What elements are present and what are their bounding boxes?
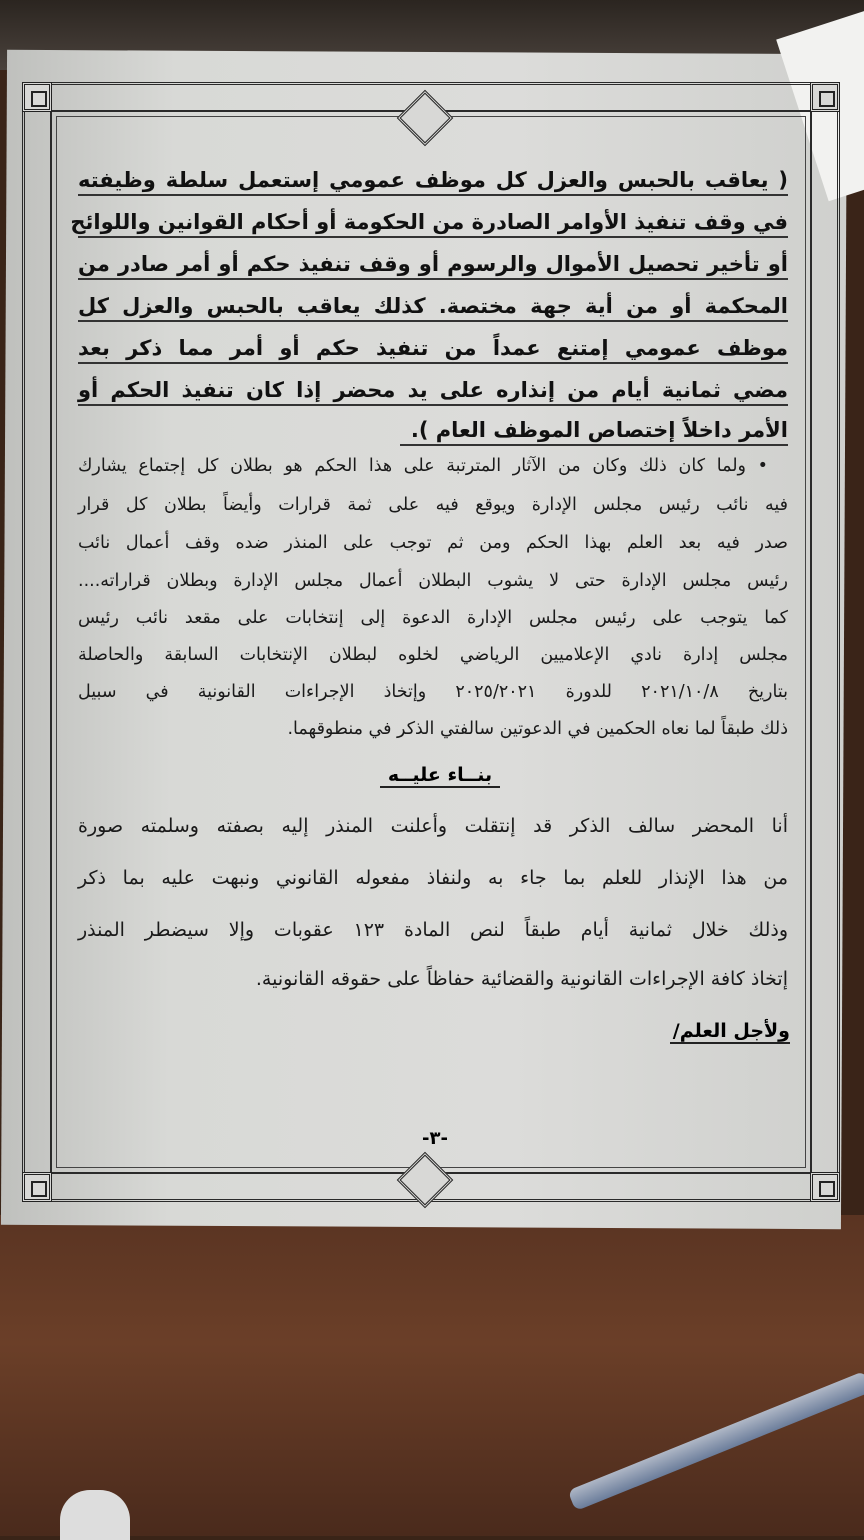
quote-line: المحكمة أو من أية جهة مختصة. كذلك يعاقب بالحبس والعزل كل	[78, 294, 788, 322]
signoff: ولأجل العلم/	[670, 1020, 790, 1044]
paragraph-line	[78, 456, 768, 476]
paragraph-line: أنا المحضر سالف الذكر قد إنتقلت وأعلنت المنذر إليه بصفته وسلمته صورة	[78, 815, 788, 837]
quote-line: أو تأخير تحصيل الأموال والرسوم أو وقف تنفيذ حكم أو أمر صادر من	[78, 252, 788, 280]
paragraph-line-text: ولما كان ذلك وكان من الآثار المترتبة على هذا الحكم هو بطلان كل إجتماع يشارك	[78, 456, 746, 476]
paragraph-line: صدر فيه بعد العلم بهذا الحكم ومن ثم توجب على المنذر ضده وقف أعمال نائب	[78, 533, 788, 553]
quote-line: في وقف تنفيذ الأوامر الصادرة من الحكومة أو أحكام القوانين واللوائح	[78, 210, 788, 238]
bullet-icon: •	[745, 456, 768, 476]
quote-line: مضي ثمانية أيام من إنذاره على يد محضر إذا كان تنفيذ الحكم أو	[78, 378, 788, 406]
section-heading: بنــاء عليــه	[380, 764, 500, 788]
paragraph-line: من هذا الإنذار للعلم بما جاء به ولنفاذ مفعوله القانوني ونبهت عليه بما ذكر	[78, 867, 788, 889]
paragraph-line: كما يتوجب على رئيس مجلس الإدارة الدعوة إلى إنتخابات على مقعد نائب رئيس	[78, 608, 788, 628]
corner-ornament-icon	[810, 1172, 840, 1202]
wooden-surface	[0, 1215, 864, 1536]
paragraph-line: فيه نائب رئيس مجلس الإدارة ويوقع فيه على ثمة قرارات وأيضاً بطلان كل قرار	[78, 495, 788, 515]
paragraph-line: ذلك طبقاً لما نعاه الحكمين في الدعوتين سالفتي الذكر في منطوقهما.	[287, 719, 788, 739]
quote-line: موظف عمومي إمتنع عمداً من تنفيذ حكم أو أمر مما ذكر بعد	[78, 336, 788, 364]
paragraph-line: بتاريخ ٢٠٢١/١٠/٨ للدورة ٢٠٢٥/٢٠٢١ وإتخاذ الإجراءات القانونية في سبيل	[78, 682, 788, 702]
object-bottom-left	[60, 1490, 130, 1540]
corner-ornament-icon	[22, 82, 52, 112]
page-number: -٣-	[422, 1128, 448, 1149]
paragraph-line: مجلس إدارة نادي الإعلاميين الرياضي لخلوه لبطلان الإنتخابات السابقة والحاصلة	[78, 645, 788, 665]
quote-line: ( يعاقب بالحبس والعزل كل موظف عمومي إستعمل سلطة وظيفته	[78, 168, 788, 196]
paragraph-line: وذلك خلال ثمانية أيام طبقاً لنص المادة ١٢٣ عقوبات وإلا سيضطر المنذر	[78, 919, 788, 941]
paragraph-line: إتخاذ كافة الإجراءات القانونية والقضائية حفاظاً على حقوقه القانونية.	[255, 968, 788, 990]
corner-ornament-icon	[810, 82, 840, 112]
paragraph-line: رئيس مجلس الإدارة حتى لا يشوب البطلان أعمال مجلس الإدارة وبطلان قراراته....	[78, 571, 788, 591]
corner-ornament-icon	[22, 1172, 52, 1202]
quote-line: الأمر داخلاً إختصاص الموظف العام ).	[400, 418, 788, 446]
